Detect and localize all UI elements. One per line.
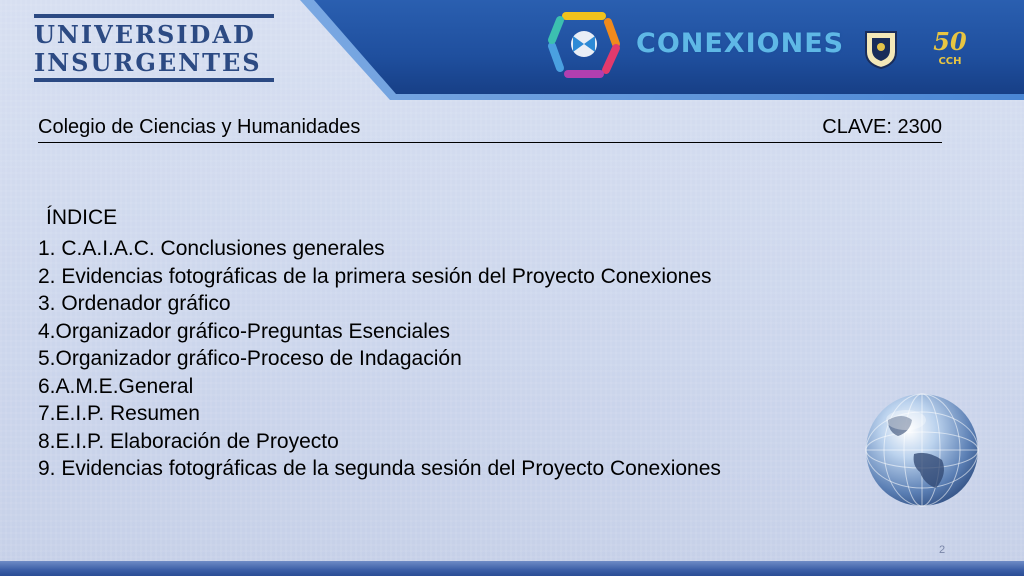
unam-crest-icon — [864, 30, 898, 70]
header-band — [0, 0, 1024, 100]
college-name: Colegio de Ciencias y Humanidades — [38, 116, 361, 138]
footer-band — [0, 561, 1024, 576]
index-item: 3. Ordenador gráfico — [38, 292, 231, 315]
globe-icon — [862, 390, 982, 510]
conexiones-logo-icon — [546, 6, 622, 82]
universidad-insurgentes-logo — [34, 14, 274, 82]
index-item: 4.Organizador gráfico-Preguntas Esenciales — [38, 319, 451, 343]
index-item: 5.Organizador gráfico-Proceso de Indagación — [38, 347, 462, 370]
logo-rule-bottom — [34, 78, 274, 82]
index-item: 6.A.M.E.General — [38, 374, 194, 398]
index-item: 8.E.I.P. Elaboración de Proyecto — [38, 429, 339, 453]
index-item: 9. Evidencias fotográficas de la segunda sesión del Proyecto Conexiones — [38, 457, 721, 480]
university-name-line2: INSURGENTES — [34, 48, 262, 77]
college-header-line — [38, 116, 942, 143]
page-number: 2 — [938, 544, 946, 556]
conexiones-wordmark: CONEXIONES — [636, 28, 845, 59]
index-item: 1. C.A.I.A.C. Conclusiones generales — [38, 237, 385, 260]
badge-subtext: CCH — [938, 56, 962, 67]
index-title: ÍNDICE — [46, 206, 118, 229]
college-clave: CLAVE: 2300 — [822, 116, 942, 138]
university-name-line1: UNIVERSIDAD — [34, 20, 256, 49]
badge-number: 50 — [933, 27, 967, 56]
index-item: 7.E.I.P. Resumen — [38, 402, 200, 425]
cch-50-badge — [922, 28, 978, 72]
logo-rule-top — [34, 14, 274, 18]
index-item: 2. Evidencias fotográficas de la primera sesión del Proyecto Conexiones — [38, 264, 712, 288]
index-list — [38, 235, 721, 483]
